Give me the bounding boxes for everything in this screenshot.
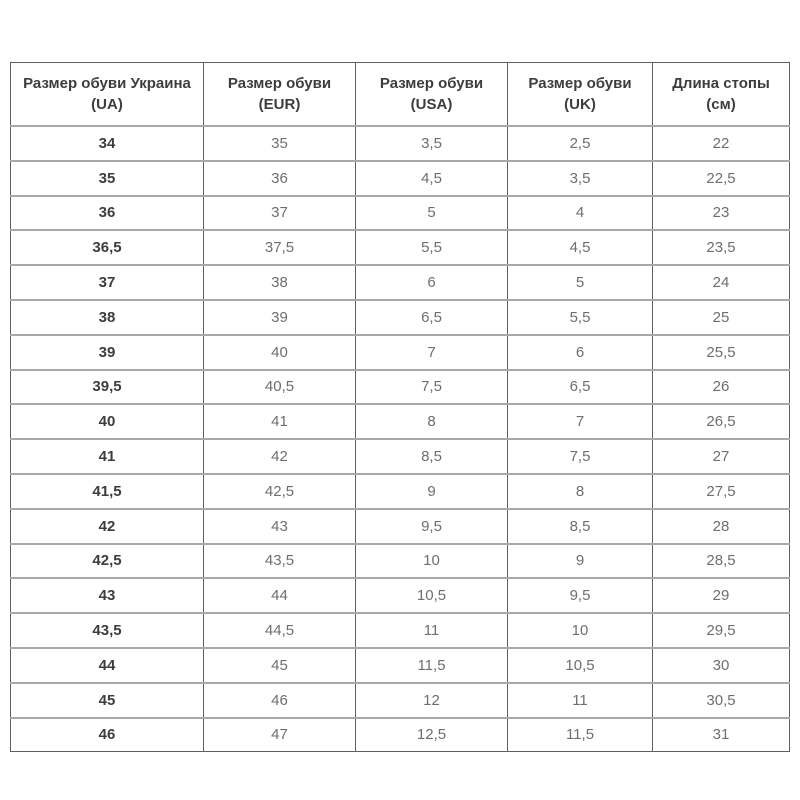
table-cell-cm: 30	[653, 648, 790, 683]
table-cell-usa: 8	[356, 404, 508, 439]
table-row	[11, 161, 790, 196]
table-cell-ua: 45	[11, 683, 204, 718]
column-header-uk	[508, 63, 653, 127]
column-header-usa-unit: (USA)	[410, 96, 453, 113]
table-cell-ua: 34	[11, 126, 204, 161]
table-cell-uk: 7,5	[508, 439, 653, 474]
column-header-cm	[653, 63, 790, 127]
column-header-cm-title: Длина стопы	[672, 75, 770, 92]
table-row	[11, 196, 790, 231]
table-cell-cm: 26,5	[653, 404, 790, 439]
table-cell-eur: 42,5	[204, 474, 356, 509]
table-cell-uk: 9,5	[508, 578, 653, 613]
table-cell-cm: 25	[653, 300, 790, 335]
table-cell-usa: 9	[356, 474, 508, 509]
column-header-ua-title: Размер обуви Украина	[23, 75, 191, 92]
table-cell-usa: 7,5	[356, 370, 508, 405]
table-cell-uk: 9	[508, 544, 653, 579]
shoe-size-table	[10, 62, 790, 752]
column-header-uk-unit: (UK)	[564, 96, 596, 113]
table-cell-eur: 40,5	[204, 370, 356, 405]
table-row	[11, 230, 790, 265]
size-table-header	[11, 63, 790, 127]
table-cell-uk: 4,5	[508, 230, 653, 265]
table-cell-usa: 10,5	[356, 578, 508, 613]
table-cell-usa: 12	[356, 683, 508, 718]
table-cell-cm: 30,5	[653, 683, 790, 718]
table-cell-ua: 35	[11, 161, 204, 196]
table-cell-cm: 27,5	[653, 474, 790, 509]
column-header-eur-unit: (EUR)	[258, 96, 301, 113]
table-row	[11, 439, 790, 474]
table-row	[11, 335, 790, 370]
table-row	[11, 474, 790, 509]
table-cell-uk: 10	[508, 613, 653, 648]
table-cell-eur: 40	[204, 335, 356, 370]
table-cell-ua: 41	[11, 439, 204, 474]
column-header-eur	[204, 63, 356, 127]
table-cell-cm: 29	[653, 578, 790, 613]
table-cell-usa: 9,5	[356, 509, 508, 544]
table-cell-cm: 31	[653, 718, 790, 752]
table-cell-ua: 43	[11, 578, 204, 613]
table-row	[11, 300, 790, 335]
table-cell-uk: 10,5	[508, 648, 653, 683]
table-cell-cm: 25,5	[653, 335, 790, 370]
table-cell-usa: 11	[356, 613, 508, 648]
table-cell-uk: 4	[508, 196, 653, 231]
table-cell-eur: 41	[204, 404, 356, 439]
table-cell-cm: 23,5	[653, 230, 790, 265]
table-cell-uk: 8	[508, 474, 653, 509]
table-cell-uk: 11,5	[508, 718, 653, 752]
table-row	[11, 718, 790, 752]
table-cell-usa: 7	[356, 335, 508, 370]
table-cell-ua: 46	[11, 718, 204, 752]
table-cell-cm: 22,5	[653, 161, 790, 196]
table-cell-ua: 36	[11, 196, 204, 231]
table-cell-cm: 27	[653, 439, 790, 474]
table-cell-uk: 11	[508, 683, 653, 718]
table-cell-usa: 5	[356, 196, 508, 231]
table-cell-uk: 5,5	[508, 300, 653, 335]
table-cell-eur: 37	[204, 196, 356, 231]
table-cell-usa: 12,5	[356, 718, 508, 752]
table-cell-eur: 36	[204, 161, 356, 196]
table-cell-ua: 38	[11, 300, 204, 335]
table-cell-ua: 42	[11, 509, 204, 544]
table-cell-eur: 43,5	[204, 544, 356, 579]
column-header-cm-unit: (см)	[706, 96, 736, 113]
table-row	[11, 578, 790, 613]
table-cell-usa: 10	[356, 544, 508, 579]
table-cell-ua: 44	[11, 648, 204, 683]
column-header-eur-title: Размер обуви	[227, 75, 332, 92]
column-header-usa-title: Размер обуви	[379, 75, 484, 92]
table-row	[11, 265, 790, 300]
table-cell-usa: 11,5	[356, 648, 508, 683]
table-cell-usa: 4,5	[356, 161, 508, 196]
table-cell-usa: 6	[356, 265, 508, 300]
table-cell-ua: 41,5	[11, 474, 204, 509]
table-cell-uk: 3,5	[508, 161, 653, 196]
table-cell-uk: 5	[508, 265, 653, 300]
table-cell-usa: 5,5	[356, 230, 508, 265]
table-cell-cm: 22	[653, 126, 790, 161]
table-cell-eur: 45	[204, 648, 356, 683]
table-row	[11, 613, 790, 648]
table-cell-ua: 40	[11, 404, 204, 439]
table-cell-uk: 6,5	[508, 370, 653, 405]
header-row	[11, 63, 790, 127]
table-cell-uk: 7	[508, 404, 653, 439]
table-row	[11, 126, 790, 161]
table-cell-uk: 2,5	[508, 126, 653, 161]
table-cell-eur: 39	[204, 300, 356, 335]
table-cell-cm: 23	[653, 196, 790, 231]
column-header-ua	[11, 63, 204, 127]
table-cell-usa: 6,5	[356, 300, 508, 335]
table-cell-ua: 37	[11, 265, 204, 300]
table-cell-usa: 8,5	[356, 439, 508, 474]
table-cell-ua: 42,5	[11, 544, 204, 579]
table-cell-cm: 24	[653, 265, 790, 300]
column-header-uk-title: Размер обуви	[528, 75, 632, 92]
table-cell-eur: 42	[204, 439, 356, 474]
table-cell-cm: 29,5	[653, 613, 790, 648]
table-row	[11, 370, 790, 405]
table-cell-eur: 44	[204, 578, 356, 613]
table-cell-eur: 46	[204, 683, 356, 718]
table-row	[11, 404, 790, 439]
table-cell-cm: 28,5	[653, 544, 790, 579]
table-cell-ua: 36,5	[11, 230, 204, 265]
table-cell-ua: 39	[11, 335, 204, 370]
size-table-body	[11, 126, 790, 752]
table-row	[11, 509, 790, 544]
table-cell-eur: 43	[204, 509, 356, 544]
column-header-ua-unit: (UA)	[91, 96, 123, 113]
table-cell-eur: 47	[204, 718, 356, 752]
table-cell-uk: 8,5	[508, 509, 653, 544]
table-row	[11, 544, 790, 579]
table-cell-cm: 28	[653, 509, 790, 544]
table-cell-eur: 44,5	[204, 613, 356, 648]
table-cell-eur: 37,5	[204, 230, 356, 265]
table-cell-eur: 35	[204, 126, 356, 161]
column-header-usa	[356, 63, 508, 127]
table-cell-usa: 3,5	[356, 126, 508, 161]
table-row	[11, 683, 790, 718]
table-cell-eur: 38	[204, 265, 356, 300]
table-cell-ua: 39,5	[11, 370, 204, 405]
table-cell-cm: 26	[653, 370, 790, 405]
table-row	[11, 648, 790, 683]
table-cell-uk: 6	[508, 335, 653, 370]
table-cell-ua: 43,5	[11, 613, 204, 648]
